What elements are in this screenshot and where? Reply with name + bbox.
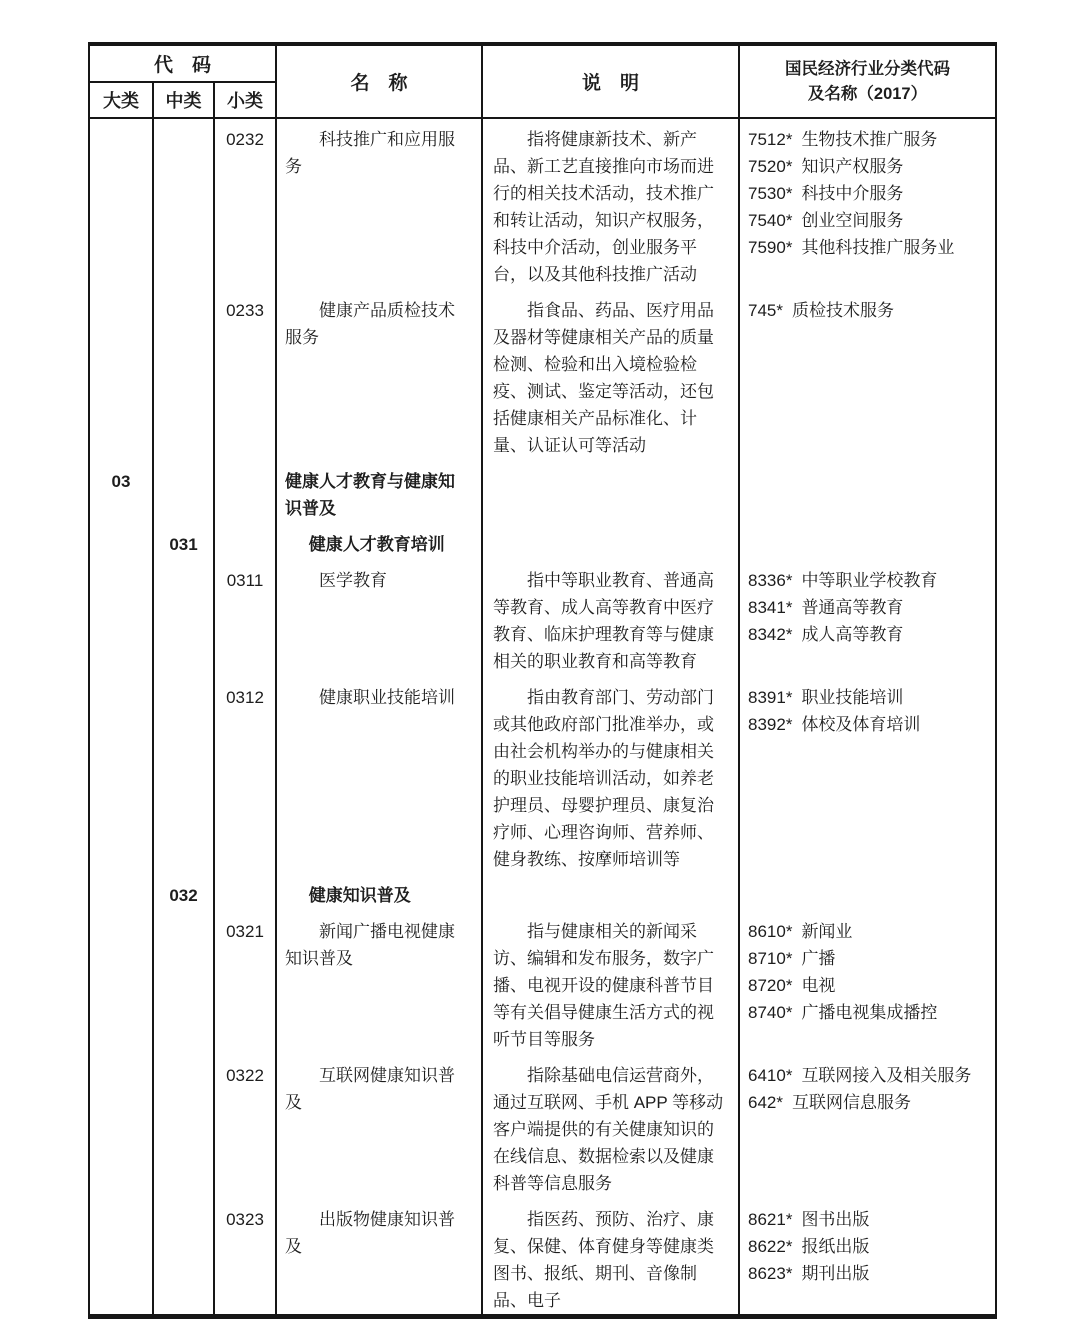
industry-name: 中等职业学校教育	[801, 571, 938, 590]
cell-description	[483, 522, 740, 558]
cell-industry-codes	[740, 522, 995, 558]
cell-name: 健康产品质检技术服务	[277, 288, 483, 459]
cell-mid-code	[154, 459, 215, 522]
industry-code: 7540*	[748, 211, 793, 230]
industry-name: 新闻业	[801, 922, 853, 941]
industry-code: 8621*	[748, 1210, 793, 1229]
header-description: 说 明	[483, 46, 740, 117]
industry-entry	[748, 234, 975, 261]
cell-major-code	[90, 119, 154, 288]
cell-industry-codes	[740, 909, 995, 1053]
industry-name: 知识产权服务	[801, 157, 904, 176]
cell-mid-code	[154, 288, 215, 459]
industry-name: 职业技能培训	[801, 688, 904, 707]
industry-entry	[748, 945, 975, 972]
industry-entry	[748, 1260, 975, 1287]
cell-major-code	[90, 522, 154, 558]
industry-name: 互联网接入及相关服务	[801, 1066, 972, 1085]
industry-entry	[748, 1062, 975, 1089]
cell-minor-code: 0311	[215, 558, 277, 675]
cell-minor-code	[215, 873, 277, 909]
header-major-class: 大类	[90, 83, 154, 117]
industry-entry	[748, 207, 975, 234]
industry-entry	[748, 1206, 975, 1233]
industry-entry	[748, 972, 975, 999]
industry-name: 普通高等教育	[801, 598, 904, 617]
cell-industry-codes	[740, 1197, 995, 1314]
industry-name: 体校及体育培训	[801, 715, 921, 734]
cell-major-code	[90, 1053, 154, 1197]
cell-industry-codes	[740, 119, 995, 288]
industry-entry	[748, 999, 975, 1026]
cell-major-code	[90, 558, 154, 675]
industry-name: 创业空间服务	[801, 211, 904, 230]
cell-description: 指将健康新技术、新产品、新工艺直接推向市场而进行的相关技术活动，技术推广和转让活动，知识产权服务，科技中介活动，创业服务平台，以及其他科技推广活动	[483, 119, 740, 288]
cell-mid-code	[154, 909, 215, 1053]
industry-code: 8740*	[748, 1003, 793, 1022]
cell-minor-code: 0232	[215, 119, 277, 288]
industry-name: 广播	[801, 949, 836, 968]
header-minor-class: 小类	[215, 83, 277, 117]
industry-name: 报纸出版	[801, 1237, 870, 1256]
industry-name: 期刊出版	[801, 1264, 870, 1283]
industry-name: 电视	[801, 976, 836, 995]
cell-minor-code: 0322	[215, 1053, 277, 1197]
cell-name: 健康人才教育与健康知识普及	[277, 459, 483, 522]
industry-name: 科技中介服务	[801, 184, 904, 203]
header-industry-line1: 国民经济行业分类代码	[785, 59, 950, 78]
cell-industry-codes	[740, 1053, 995, 1197]
cell-name: 健康人才教育培训	[277, 522, 483, 558]
industry-entry	[748, 594, 975, 621]
table-body	[90, 119, 995, 1314]
header-name: 名 称	[277, 46, 483, 117]
cell-minor-code: 0312	[215, 675, 277, 873]
cell-mid-code: 032	[154, 873, 215, 909]
industry-code: 8623*	[748, 1264, 793, 1283]
cell-mid-code	[154, 1053, 215, 1197]
cell-minor-code	[215, 522, 277, 558]
industry-entry	[748, 126, 975, 153]
industry-code: 8341*	[748, 598, 793, 617]
industry-name: 广播电视集成播控	[801, 1003, 938, 1022]
cell-mid-code: 031	[154, 522, 215, 558]
cell-description: 指与健康相关的新闻采访、编辑和发布服务，数字广播、电视开设的健康科普节目等有关倡导健康生活方式的视听节目等服务	[483, 909, 740, 1053]
industry-name: 成人高等教育	[801, 625, 904, 644]
header-code-group: 代 码	[90, 46, 277, 83]
cell-major-code	[90, 873, 154, 909]
cell-mid-code	[154, 1197, 215, 1314]
industry-name: 生物技术推广服务	[801, 130, 938, 149]
header-mid-class: 中类	[154, 83, 215, 117]
industry-entry	[748, 918, 975, 945]
industry-code: 745*	[748, 301, 783, 320]
cell-name: 医学教育	[277, 558, 483, 675]
industry-code: 7520*	[748, 157, 793, 176]
cell-industry-codes	[740, 288, 995, 459]
cell-industry-codes	[740, 675, 995, 873]
industry-entry	[748, 180, 975, 207]
cell-name: 健康知识普及	[277, 873, 483, 909]
industry-code: 8392*	[748, 715, 793, 734]
header-industry-line2: 及名称（2017）	[807, 84, 928, 103]
cell-industry-codes	[740, 873, 995, 909]
cell-major-code	[90, 675, 154, 873]
industry-name: 图书出版	[801, 1210, 870, 1229]
industry-code: 8622*	[748, 1237, 793, 1256]
cell-minor-code	[215, 459, 277, 522]
industry-code: 8336*	[748, 571, 793, 590]
industry-code: 8391*	[748, 688, 793, 707]
industry-code: 7530*	[748, 184, 793, 203]
industry-name: 质检技术服务	[791, 301, 894, 320]
industry-entry	[748, 297, 975, 324]
cell-description: 指除基础电信运营商外，通过互联网、手机 APP 等移动客户端提供的有关健康知识的在线信息、数据检索以及健康科普等信息服务	[483, 1053, 740, 1197]
industry-code: 6410*	[748, 1066, 793, 1085]
industry-entry	[748, 153, 975, 180]
cell-description	[483, 459, 740, 522]
cell-name: 健康职业技能培训	[277, 675, 483, 873]
cell-description: 指由教育部门、劳动部门或其他政府部门批准举办，或由社会机构举办的与健康相关的职业技能培训活动，如养老护理员、母婴护理员、康复治疗师、心理咨询师、营养师、健身教练、按摩师培训等	[483, 675, 740, 873]
cell-major-code: 03	[90, 459, 154, 522]
cell-name: 新闻广播电视健康知识普及	[277, 909, 483, 1053]
cell-description: 指医药、预防、治疗、康复、保健、体育健身等健康类图书、报纸、期刊、音像制品、电子	[483, 1197, 740, 1314]
industry-code: 8720*	[748, 976, 793, 995]
industry-entry	[748, 1233, 975, 1260]
cell-minor-code: 0233	[215, 288, 277, 459]
industry-entry	[748, 711, 975, 738]
cell-major-code	[90, 1197, 154, 1314]
industry-code: 7590*	[748, 238, 793, 257]
cell-mid-code	[154, 119, 215, 288]
cell-description: 指食品、药品、医疗用品及器材等健康相关产品的质量检测、检验和出入境检验检疫、测试、鉴定等活动，还包括健康相关产品标准化、计量、认证认可等活动	[483, 288, 740, 459]
cell-industry-codes	[740, 459, 995, 522]
industry-entry	[748, 621, 975, 648]
industry-code: 7512*	[748, 130, 793, 149]
cell-industry-codes	[740, 558, 995, 675]
table-header	[90, 46, 995, 119]
cell-mid-code	[154, 675, 215, 873]
cell-minor-code: 0323	[215, 1197, 277, 1314]
cell-mid-code	[154, 558, 215, 675]
classification-table	[88, 42, 997, 1319]
industry-code: 8342*	[748, 625, 793, 644]
industry-name: 其他科技推广服务业	[801, 238, 955, 257]
cell-name: 互联网健康知识普及	[277, 1053, 483, 1197]
industry-entry	[748, 1089, 975, 1116]
industry-code: 8610*	[748, 922, 793, 941]
industry-name: 互联网信息服务	[791, 1093, 911, 1112]
cell-description	[483, 873, 740, 909]
header-industry-classification	[740, 46, 995, 117]
cell-description: 指中等职业教育、普通高等教育、成人高等教育中医疗教育、临床护理教育等与健康相关的职业教育和高等教育	[483, 558, 740, 675]
cell-major-code	[90, 909, 154, 1053]
cell-major-code	[90, 288, 154, 459]
cell-name: 出版物健康知识普及	[277, 1197, 483, 1314]
industry-entry	[748, 567, 975, 594]
cell-minor-code: 0321	[215, 909, 277, 1053]
industry-entry	[748, 684, 975, 711]
industry-code: 642*	[748, 1093, 783, 1112]
cell-name: 科技推广和应用服务	[277, 119, 483, 288]
industry-code: 8710*	[748, 949, 793, 968]
